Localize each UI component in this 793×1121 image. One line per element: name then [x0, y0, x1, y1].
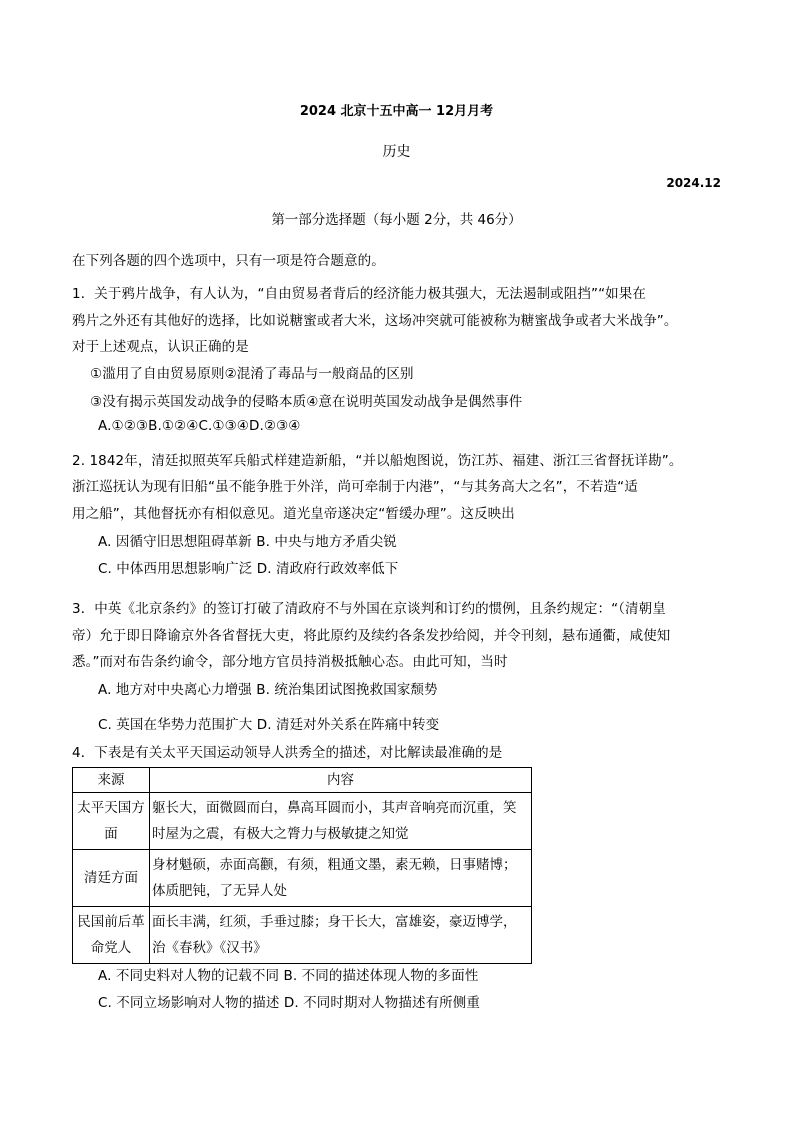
exam-date: 2024.12: [666, 176, 721, 190]
table-cell-source: 清廷方面: [73, 850, 150, 907]
table-cell-content: 身材魁硕，赤面高颧，有须，粗通文墨，素无赖，日事赌博；体质肥钝，了无异人处: [150, 850, 532, 907]
q3-stem-line1: 3．中英《北京条约》的签订打破了清政府不与外国在京谈判和订约的惯例，且条约规定：“（清朝皇: [72, 601, 666, 617]
instruction-text: 在下列各题的四个选项中，只有一项是符合题意的。: [72, 253, 385, 269]
q4-options-cd: C. 不同立场影响对人物的描述 D. 不同时期对人物描述有所侧重: [98, 995, 480, 1011]
q4-source-table: [72, 767, 532, 964]
q2-stem-line3: 用之船”，其他督抚亦有相似意见。道光皇帝遂决定“暂缓办理”。这反映出: [72, 506, 515, 522]
q2-options-ab: A. 因循守旧思想阻碍革新 B. 中央与地方矛盾尖锐: [98, 534, 397, 550]
q3-stem-line2: 帝）允于即日降谕京外各省督抚大吏，将此原约及续约各条发抄给阅，并令刊刻，悬布通衢，咸使知: [72, 628, 671, 644]
q3-stem-line3: 悉。”而对布告条约谕令，部分地方官员持消极抵触心态。由此可知，当时: [72, 654, 508, 670]
q3-options-ab: A. 地方对中央离心力增强 B. 统治集团试图挽救国家颓势: [98, 682, 438, 698]
table-cell-source: 民国前后革命党人: [73, 907, 150, 964]
table-cell-source: 太平天国方面: [73, 793, 150, 850]
q2-stem-line2: 浙江巡抚认为现有旧船“虽不能争胜于外洋，尚可牵制于内港”，“与其务高大之名”，不若造“适: [72, 479, 638, 495]
q1-stem-line2: 鸦片之外还有其他好的选择，比如说糖蜜或者大米，这场冲突就可能被称为糖蜜战争或者大米战争”。: [72, 313, 678, 329]
q1-stem-line1: 1．关于鸦片战争，有人认为，“自由贸易者背后的经济能力极其强大，无法遏制或阻挡”“如果在: [72, 286, 646, 302]
table-header-content: 内容: [150, 768, 532, 793]
q1-statement-2: ③没有揭示英国发动战争的侵略本质④意在说明英国发动战争是偶然事件: [90, 394, 523, 410]
section-heading: 第一部分选择题（每小题 2分，共 46分）: [271, 212, 522, 228]
q2-stem-line1: 2. 1842年，清廷拟照英军兵船式样建造新船，“并以船炮图说，饬江苏、福建、浙江三省督抚详勘”。: [72, 453, 683, 469]
q2-options-cd: C. 中体西用思想影响广泛 D. 清政府行政效率低下: [98, 561, 399, 577]
table-header-row: [73, 768, 532, 793]
table-cell-content: 面长丰满，红须，手垂过膝；身干长大，富雄姿，豪迈博学，治《春秋》《汉书》: [150, 907, 532, 964]
table-row: [73, 793, 532, 850]
q1-statement-1: ①滥用了自由贸易原则②混淆了毒品与一般商品的区别: [90, 366, 414, 382]
q1-stem-line3: 对于上述观点，认识正确的是: [72, 339, 249, 355]
table-header-source: 来源: [73, 768, 150, 793]
subject-heading: 历史: [382, 144, 411, 160]
table-row: [73, 907, 532, 964]
q1-options: A.①②③B.①②④C.①③④D.②③④: [98, 418, 301, 434]
table-row: [73, 850, 532, 907]
q4-options-ab: A. 不同史料对人物的记载不同 B. 不同的描述体现人物的多面性: [98, 968, 479, 984]
q3-options-cd: C. 英国在华势力范围扩大 D. 清廷对外关系在阵痛中转变: [98, 717, 440, 733]
q4-stem: 4．下表是有关太平天国运动领导人洪秀全的描述，对比解读最准确的是: [72, 745, 503, 761]
exam-title: 2024 北京十五中高一 12月月考: [299, 104, 494, 119]
table-cell-content: 躯长大，面微圆而白，鼻高耳圆而小，其声音响亮而沉重，笑时屋为之震，有极大之膂力与极敏捷之知觉: [150, 793, 532, 850]
